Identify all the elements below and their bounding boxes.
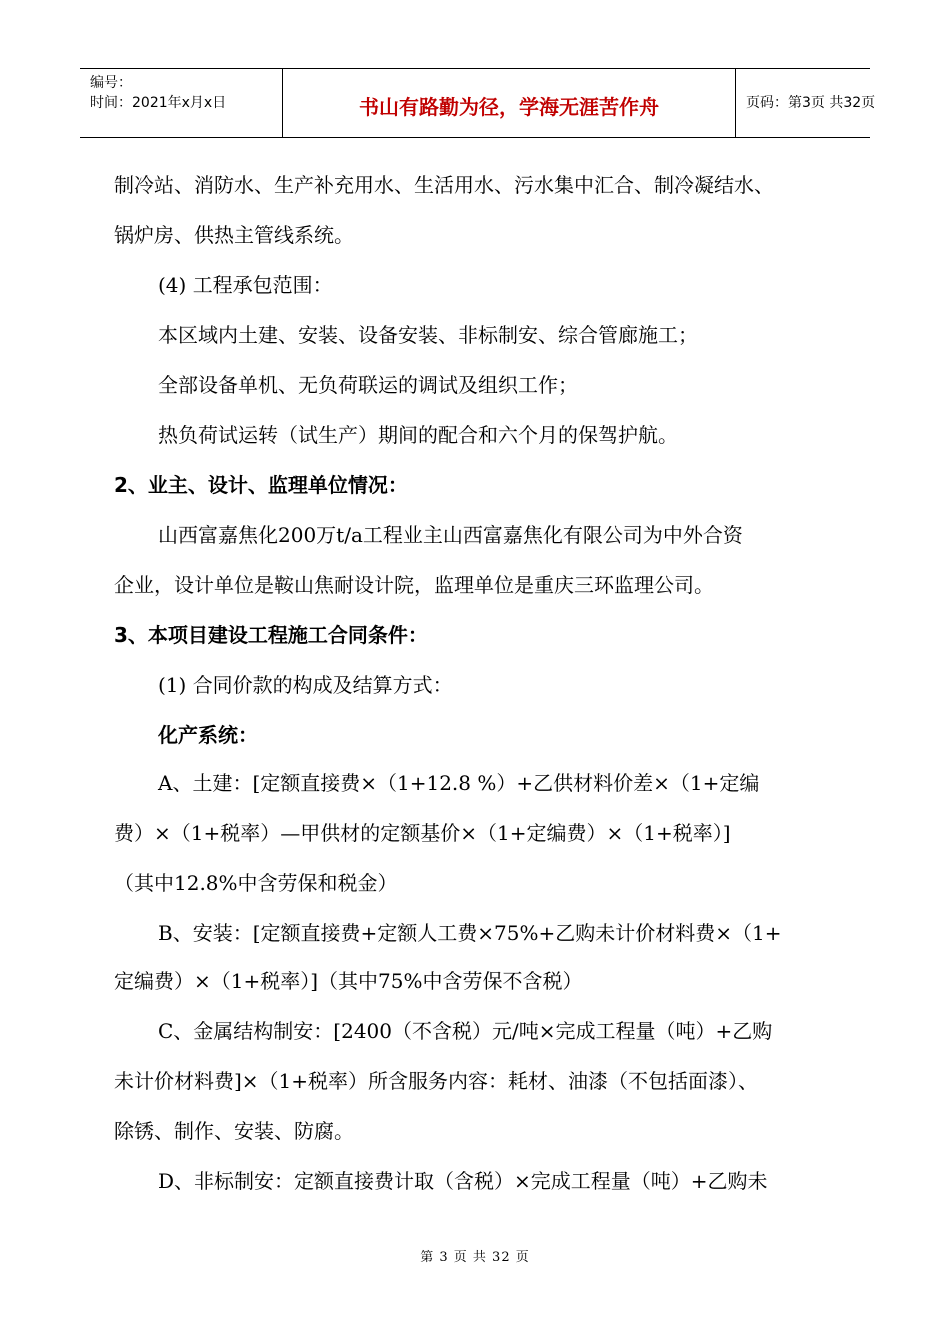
- paragraph-line: (4) 工程承包范围：: [158, 273, 333, 297]
- page-info: 页码：第3页 共32页: [746, 95, 876, 111]
- subsection-heading: 化产系统：: [158, 723, 258, 747]
- paragraph-line: （其中12.8%中含劳保和税金）: [114, 871, 398, 895]
- paragraph-line: B、安装：[定额直接费+定额人工费×75%+乙购未计价材料费×（1+: [158, 921, 782, 945]
- paragraph-line: 全部设备单机、无负荷联运的调试及组织工作；: [158, 373, 578, 397]
- header-page-cell: [736, 69, 876, 137]
- document-header: [80, 68, 876, 138]
- date-label: 时间：2021年x月x日: [90, 95, 227, 111]
- paragraph-line: 企业，设计单位是鞍山焦耐设计院，监理单位是重庆三环监理公司。: [114, 573, 714, 597]
- paragraph-line: 制冷站、消防水、生产补充用水、生活用水、污水集中汇合、制冷凝结水、: [114, 173, 774, 197]
- section-heading: 2、业主、设计、监理单位情况：: [114, 473, 408, 497]
- serial-number-label: 编号：: [90, 75, 132, 91]
- page-footer: 第 3 页 共 32 页: [420, 1250, 530, 1265]
- paragraph-line: D、非标制安：定额直接费计取（含税）×完成工程量（吨）+乙购未: [158, 1169, 768, 1193]
- paragraph-line: 费）×（1+税率）—甲供材的定额基价×（1+定编费）×（1+税率）]: [114, 821, 731, 845]
- header-meta-cell: [80, 69, 282, 137]
- paragraph-line: 定编费）×（1+税率）]（其中75%中含劳保不含税）: [114, 969, 583, 993]
- paragraph-line: 未计价材料费]×（1+税率）所含服务内容：耗材、油漆（不包括面漆）、: [114, 1069, 759, 1093]
- paragraph-line: C、金属结构制安：[2400（不含税）元/吨×完成工程量（吨）+乙购: [158, 1019, 773, 1043]
- paragraph-line: 本区域内土建、安装、设备安装、非标制安、综合管廊施工；: [158, 323, 698, 347]
- paragraph-line: 锅炉房、供热主管线系统。: [114, 223, 354, 247]
- paragraph-line: 热负荷试运转（试生产）期间的配合和六个月的保驾护航。: [158, 423, 678, 447]
- section-heading: 3、本项目建设工程施工合同条件：: [114, 623, 428, 647]
- paragraph-line: 山西富嘉焦化200万t/a工程业主山西富嘉焦化有限公司为中外合资: [158, 523, 743, 547]
- paragraph-line: A、土建：[定额直接费×（1+12.8 %）+乙供材料价差×（1+定编: [158, 771, 760, 795]
- paragraph-line: (1) 合同价款的构成及结算方式：: [158, 673, 453, 697]
- header-motto-cell: [282, 69, 736, 137]
- motto-text: 书山有路勤为径，学海无涯苦作舟: [359, 95, 659, 119]
- paragraph-line: 除锈、制作、安装、防腐。: [114, 1119, 354, 1143]
